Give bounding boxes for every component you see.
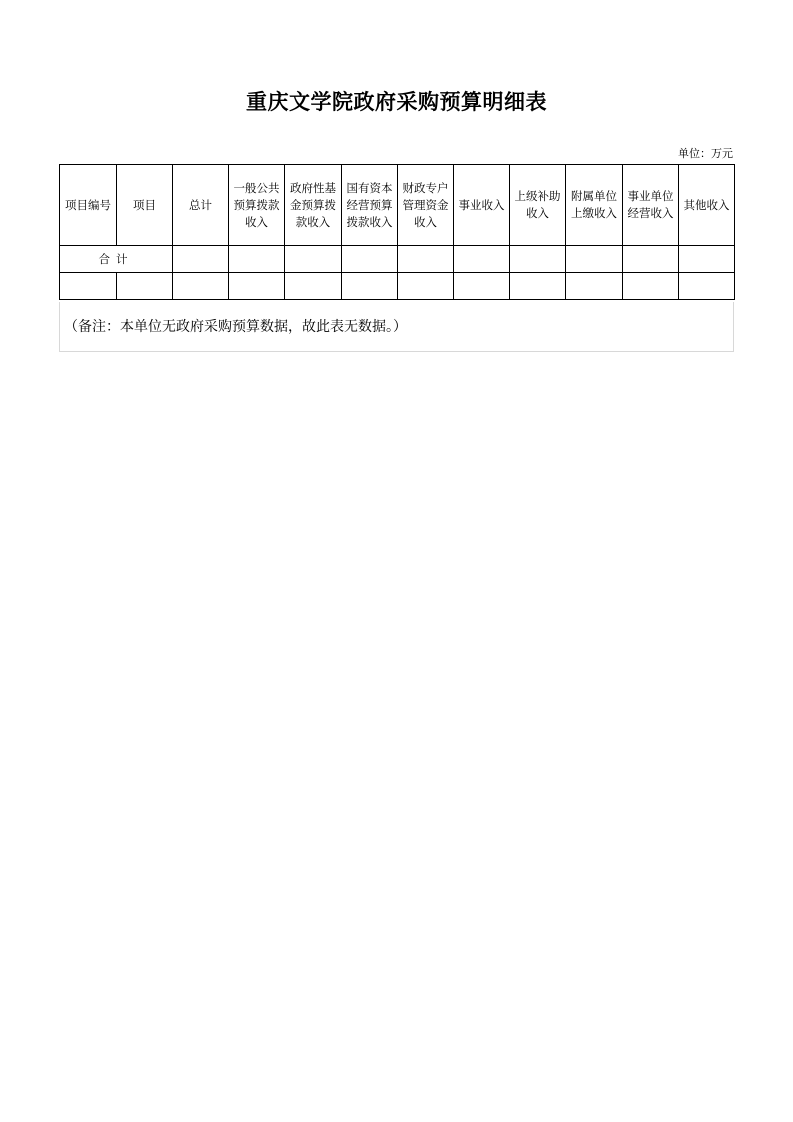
table-cell xyxy=(229,273,285,300)
header-other-income: 其他收入 xyxy=(679,165,735,246)
header-business-income: 事业收入 xyxy=(454,165,510,246)
table-cell xyxy=(510,246,566,273)
remark-note: （备注：本单位无政府采购预算数据，故此表无数据。） xyxy=(59,302,734,352)
total-label: 合计 xyxy=(60,246,173,273)
table-cell xyxy=(285,273,342,300)
table-cell xyxy=(623,246,679,273)
table-cell xyxy=(454,273,510,300)
table-cell xyxy=(342,273,398,300)
header-general-public-budget: 一般公共 预算拨款 收入 xyxy=(229,165,285,246)
header-affiliated-unit-remittance: 附属单位 上缴收入 xyxy=(566,165,623,246)
table-cell xyxy=(398,246,454,273)
header-row xyxy=(60,165,735,246)
table-cell xyxy=(173,273,229,300)
table-cell xyxy=(454,246,510,273)
table-cell xyxy=(679,273,735,300)
header-state-capital-budget: 国有资本 经营预算 拨款收入 xyxy=(342,165,398,246)
document-title: 重庆文学院政府采购预算明细表 xyxy=(246,89,547,114)
header-fiscal-special-account: 财政专户 管理资金 收入 xyxy=(398,165,454,246)
header-project: 项目 xyxy=(117,165,173,246)
table-cell xyxy=(566,246,623,273)
table-cell xyxy=(229,246,285,273)
table-cell xyxy=(398,273,454,300)
header-operating-income: 事业单位 经营收入 xyxy=(623,165,679,246)
table-row xyxy=(60,273,735,300)
procurement-budget-table xyxy=(59,164,735,300)
table-cell xyxy=(566,273,623,300)
table-cell xyxy=(510,273,566,300)
unit-label: 单位：万元 xyxy=(678,147,733,160)
table-cell xyxy=(623,273,679,300)
table-cell xyxy=(285,246,342,273)
total-row xyxy=(60,246,735,273)
table-cell xyxy=(679,246,735,273)
header-government-fund-budget: 政府性基 金预算拨 款收入 xyxy=(285,165,342,246)
header-project-code: 项目编号 xyxy=(60,165,117,246)
table-cell xyxy=(342,246,398,273)
table-cell xyxy=(60,273,117,300)
table-cell xyxy=(173,246,229,273)
header-total: 总计 xyxy=(173,165,229,246)
header-superior-subsidy: 上级补助 收入 xyxy=(510,165,566,246)
table-cell xyxy=(117,273,173,300)
